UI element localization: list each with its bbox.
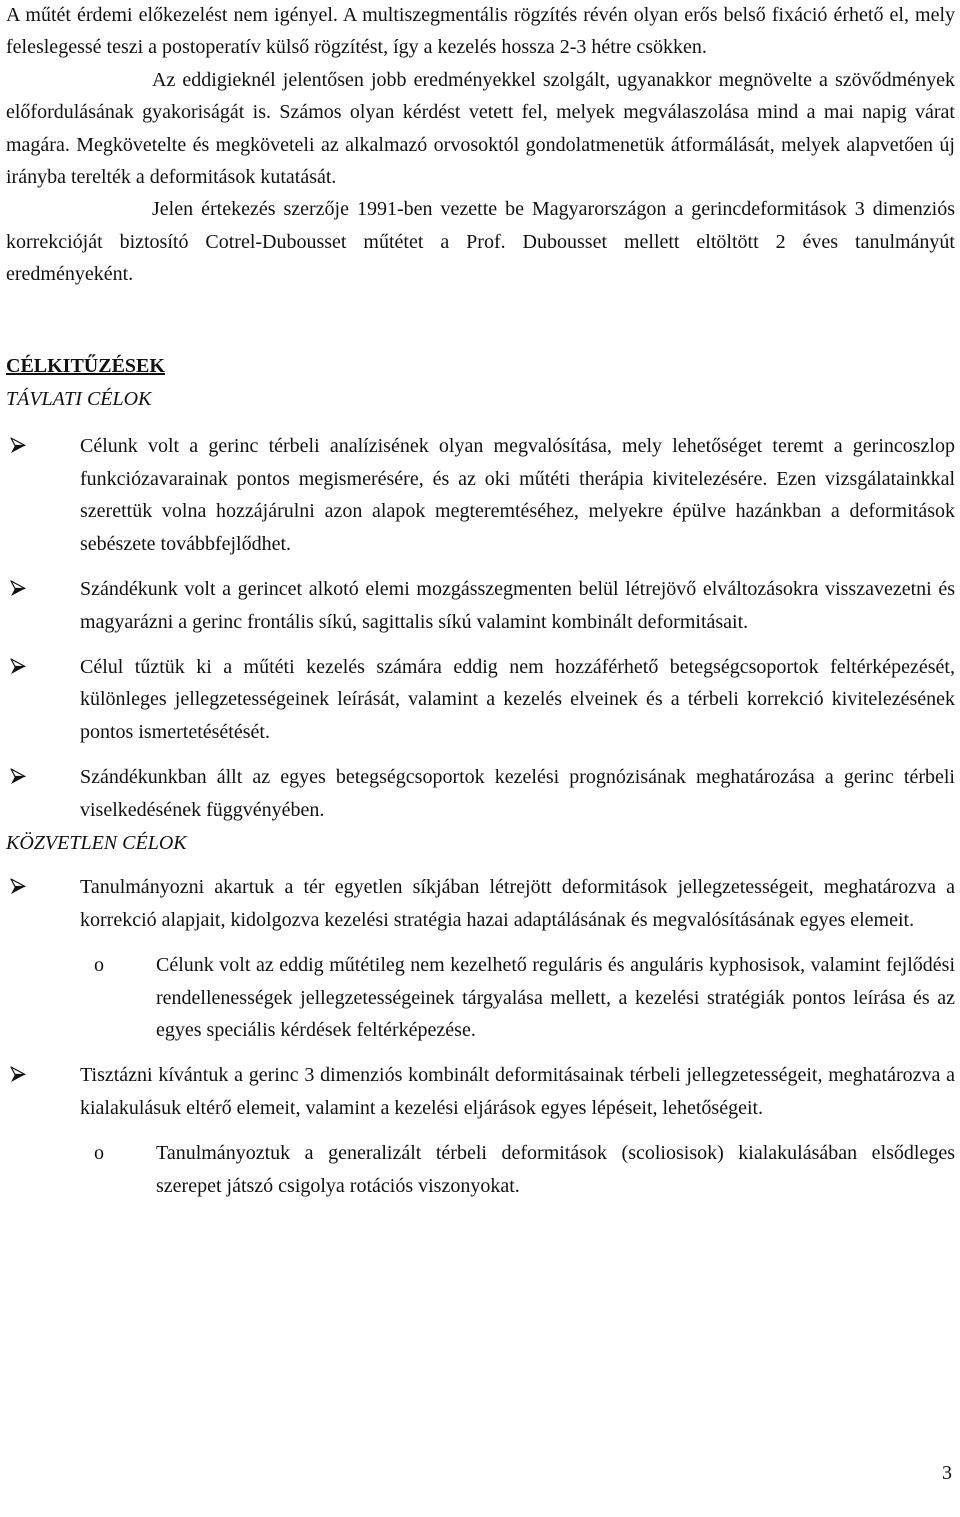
arrowhead-bullet-icon — [8, 1059, 28, 1091]
circle-bullet-icon: o — [94, 954, 104, 977]
arrowhead-bullet-icon — [8, 573, 28, 605]
long-term-goals-title: TÁVLATI CÉLOK — [6, 388, 152, 411]
section-heading: CÉLKITŰZÉSEK — [6, 354, 165, 377]
list-item-text: Célul tűztük ki a műtéti kezelés számára eddig nem hozzáférhető betegségcsoportok feltérképezését, különleges jellegzetességeinek leírását, valamint a kezelés elveinek és a térbeli korrekció kivitelezésének pontos ismertetésétését. — [80, 655, 955, 743]
page-number: 3 — [942, 1462, 952, 1484]
intro-paragraph-1: A műtét érdemi előkezelést nem igényel. A multiszegmentális rögzítés révén olyan erős belső fixáció érhető el, mely feleslegessé teszi a postoperatív külső rögzítést, így a kezelés hossza 2-3 hétre csökken. — [6, 4, 955, 59]
arrowhead-bullet-icon — [8, 871, 28, 903]
list-item — [6, 761, 955, 826]
sub-list-item — [6, 1137, 955, 1202]
list-item — [6, 871, 955, 936]
list-item-text: Tisztázni kívántuk a gerinc 3 dimenziós kombinált deformitásainak térbeli jellegzetességeit, meghatározva a kialakulásuk eltérő elemeit, valamint a kezelési eljárások egyes lépéseit, lehetőségeit. — [80, 1064, 955, 1119]
immediate-goals-title: KÖZVETLEN CÉLOK — [6, 831, 187, 854]
list-item-text: Tanulmányozni akartuk a tér egyetlen síkjában létrejött deformitások jellegzetességeit, meghatározva a korrekció alapjait, kidolgozva kezelési stratégia hazai adaptálásának és megvalósításának egyes elemeit. — [80, 876, 955, 931]
document-page — [6, 0, 955, 1202]
arrowhead-bullet-icon — [8, 651, 28, 683]
intro-paragraph-3: Jelen értekezés szerzője 1991-ben vezette be Magyarországon a gerincdeformitások 3 dimenziós korrekcióját biztosító Cotrel-Dubousset műtétet a Prof. Dubousset mellett eltöltött 2 éves tanulmányút eredményeként. — [6, 198, 955, 286]
list-item — [6, 1059, 955, 1124]
sub-list-item-text: Célunk volt az eddig műtétileg nem kezelhető reguláris és anguláris kyphosisok, valamint fejlődési rendellenességek jellegzetességeinek tárgyalása mellett, a kezelési stratégiák pontos leírása és az egyes speciális kérdések feltérképezése. — [156, 954, 955, 1041]
list-item — [6, 651, 955, 748]
arrowhead-bullet-icon — [8, 761, 28, 793]
list-item-text: Célunk volt a gerinc térbeli analízisének olyan megvalósítása, mely lehetőséget teremt a gerincoszlop funkciózavarainak pontos megismerésére, és az oki műtéti therápia kivitelezésére. Ezen vizsgálatainkkal szerettük volna hozzájárulni azon alapok megteremtéséhez, melyekre épülve hazánkban a deformitások sebészete továbbfejlődhet. — [80, 435, 955, 555]
list-item — [6, 430, 955, 560]
intro-paragraph-2: Az eddigieknél jelentősen jobb eredményekkel szolgált, ugyanakkor megnövelte a szövődmények előfordulásának gyakoriságát is. Számos olyan kérdést vetett fel, melyek megválaszolása mind a mai napig várat magára. Megkövetelte és megköveteli az alkalmazó orvosoktól gondolatmenetük átformálását, melyek alapvetően új irányba terelték a deformitások kutatását. — [6, 68, 955, 189]
circle-bullet-icon: o — [94, 1142, 104, 1165]
long-term-goals-list — [6, 430, 955, 825]
arrowhead-bullet-icon — [8, 430, 28, 462]
list-item-text: Szándékunk volt a gerincet alkotó elemi mozgásszegmenten belül létrejövő elváltozásokra visszavezetni és magyarázni a gerinc frontális síkú, sagittalis síkú valamint kombinált deformitásait. — [80, 578, 955, 633]
immediate-goals-list — [6, 871, 955, 1202]
sub-list-item — [6, 949, 955, 1046]
list-item — [6, 573, 955, 638]
list-item-text: Szándékunkban állt az egyes betegségcsoportok kezelési prognózisának meghatározása a gerinc térbeli viselkedésének függvényében. — [80, 766, 955, 821]
sub-list-item-text: Tanulmányoztuk a generalizált térbeli deformitások (scoliosisok) kialakulásában elsődleges szerepet játszó csigolya rotációs viszonyokat. — [156, 1142, 955, 1197]
